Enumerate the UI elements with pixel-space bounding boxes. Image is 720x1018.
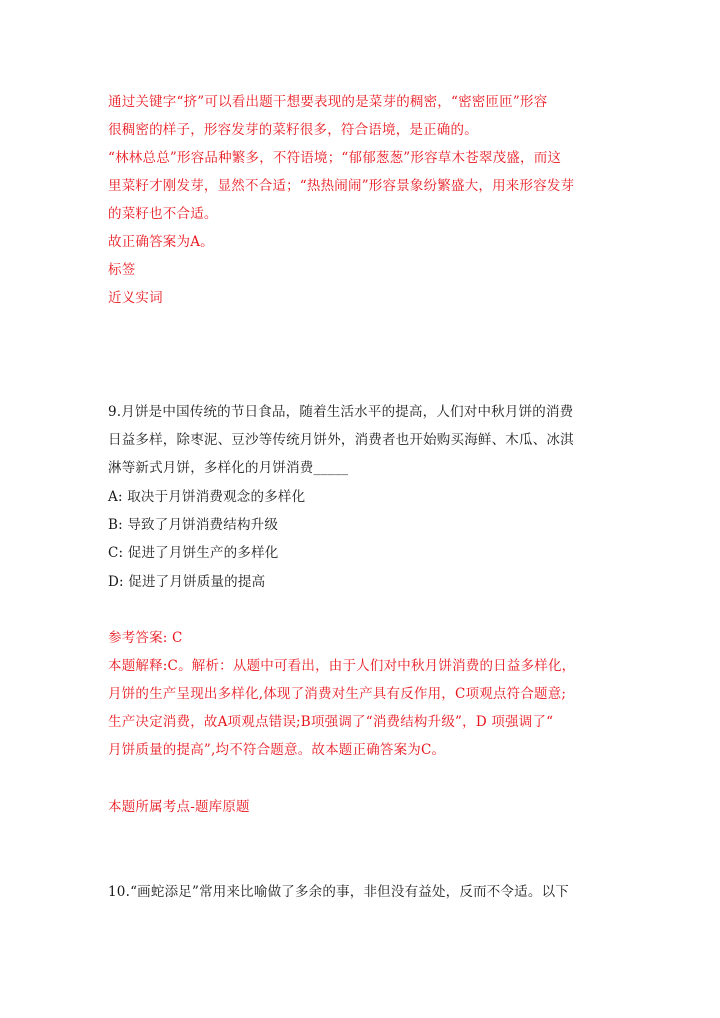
reference-answer: 参考答案: C xyxy=(108,630,183,646)
tag-heading: 标签 xyxy=(108,262,136,278)
option-a: A: 取决于月饼消费观念的多样化 xyxy=(108,489,306,505)
option-b: B: 导致了月饼消费结构升级 xyxy=(108,517,279,533)
prev-explanation-line: 里菜籽才刚发芽，显然不合适；“热热闹闹”形容景象纷繁盛大，用来形容发芽 xyxy=(108,178,575,194)
prev-explanation-line: 很稠密的样子，形容发芽的菜籽很多，符合语境，是正确的。 xyxy=(108,122,478,138)
answer-explanation-line: 生产决定消费，故A项观点错误;B项强调了“消费结构升级”，D 项强调了“ xyxy=(108,714,554,730)
option-d: D: 促进了月饼质量的提高 xyxy=(108,574,266,590)
option-c: C: 促进了月饼生产的多样化 xyxy=(108,545,279,561)
question-9-stem-line: 日益多样，除枣泥、豆沙等传统月饼外，消费者也开始购买海鲜、木瓜、冰淇 xyxy=(108,432,574,448)
answer-explanation-line: 月饼质量的提高”,均不符合题意。故本题正确答案为C。 xyxy=(108,742,446,758)
question-9-stem-line: 淋等新式月饼，多样化的月饼消费_____ xyxy=(108,460,349,476)
prev-explanation-line: 通过关键字“挤”可以看出题干想要表现的是菜芽的稠密，“密密匝匝”形容 xyxy=(108,94,548,110)
tag-value: 近义实词 xyxy=(108,290,163,306)
answer-explanation-line: 本题解释:C。解析：从题中可看出，由于人们对中秋月饼消费的日益多样化， xyxy=(108,658,576,674)
question-9-stem-line: 9.月饼是中国传统的节日食品，随着生活水平的提高，人们对中秋月饼的消费 xyxy=(108,404,574,420)
prev-explanation-line: 的菜籽也不合适。 xyxy=(108,206,218,222)
question-category: 本题所属考点-题库原题 xyxy=(108,799,250,815)
question-10-stem-line: 10.“画蛇添足”常用来比喻做了多余的事，非但没有益处，反而不令适。以下 xyxy=(108,884,569,900)
prev-explanation-line: “林林总总”形容品种繁多，不符语境；“郁郁葱葱”形容草木苍翠茂盛，而这 xyxy=(108,150,562,166)
answer-explanation-line: 月饼的生产呈现出多样化,体现了消费对生产具有反作用，C项观点符合题意; xyxy=(108,686,567,702)
prev-answer-line: 故正确答案为A。 xyxy=(108,234,214,250)
